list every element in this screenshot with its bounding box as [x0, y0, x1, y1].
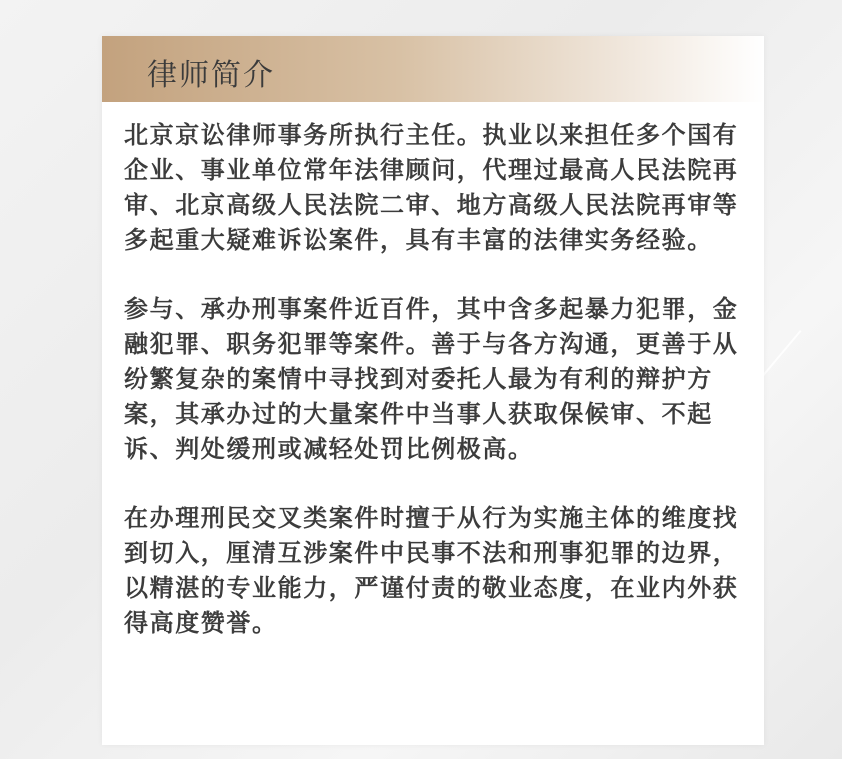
lawyer-profile-card [102, 36, 764, 745]
profile-paragraph-1: 北京京讼律师事务所执行主任。执业以来担任多个国有企业、事业单位常年法律顾问，代理过最高人民法院再审、北京高级人民法院二审、地方高级人民法院再审等多起重大疑难诉讼案件，具有丰富的法律实务经验。 [124, 121, 739, 254]
profile-body [124, 118, 744, 675]
profile-paragraph-2: 参与、承办刑事案件近百件，其中含多起暴力犯罪，金融犯罪、职务犯罪等案件。善于与各方沟通，更善于从纷繁复杂的案情中寻找到对委托人最为有利的辩护方案，其承办过的大量案件中当事人获取保候审、不起诉、判处缓刑或减轻处罚比例极高。 [124, 295, 739, 463]
section-title: 律师简介 [147, 58, 275, 93]
profile-paragraph-3: 在办理刑民交叉类案件时擅于从行为实施主体的维度找到切入，厘清互涉案件中民事不法和刑事犯罪的边界，以精湛的专业能力，严谨付责的敬业态度，在业内外获得高度赞誉。 [124, 504, 739, 637]
section-header [102, 36, 764, 102]
